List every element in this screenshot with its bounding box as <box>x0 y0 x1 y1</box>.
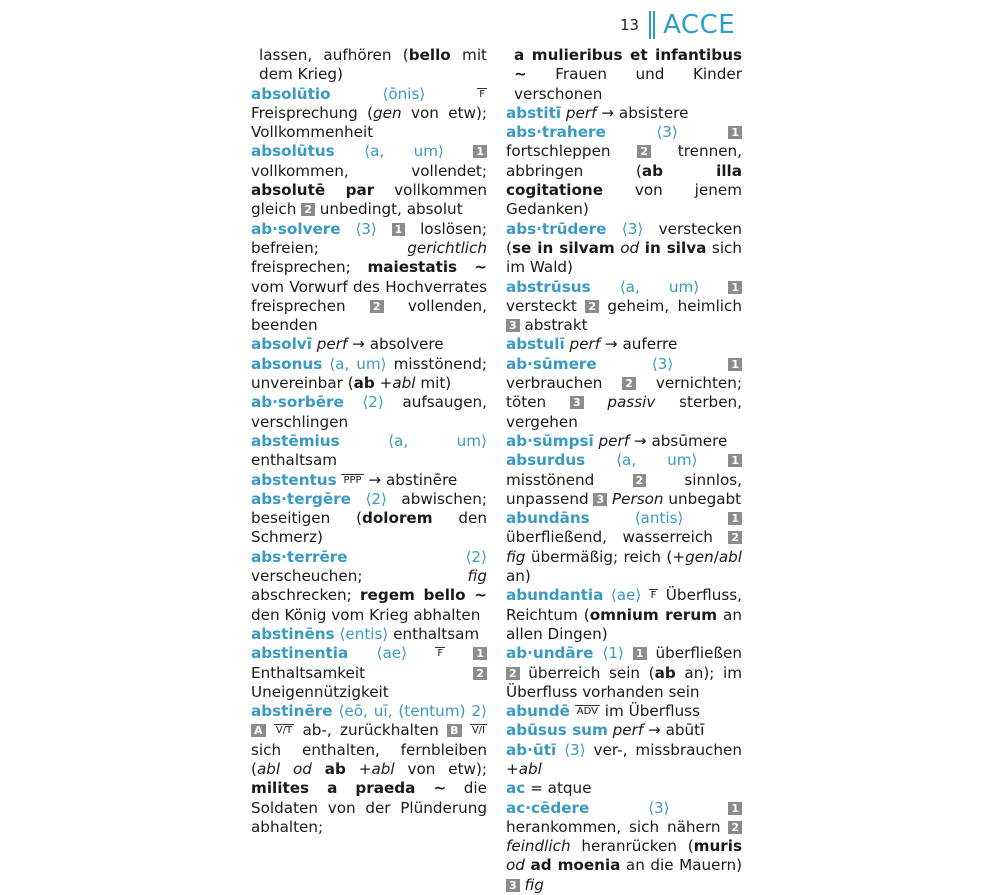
dictionary-entry: ab·solvere ⟨3⟩ 1 loslösen; befreien; gerichtlich freisprechen; maiestatis ~ vom Vorwurf des Hochverrates freisprechen 2 vollenden, beenden <box>251 219 488 335</box>
headword: abs·trahere <box>506 123 606 142</box>
headword: abstēmius <box>251 431 340 450</box>
sense-number: 1 <box>633 647 647 660</box>
dictionary-entry: ac = atque <box>506 779 592 798</box>
italic-text: perf <box>598 431 630 450</box>
italic-text: od <box>506 856 525 875</box>
bold-text: ad moenia <box>530 856 621 875</box>
headword: ac·cēdere <box>506 798 590 817</box>
dictionary-entry: ab·sūmere ⟨3⟩ 1 verbrauchen 2 vernichten; töten 3 passiv sterben, vergehen <box>506 354 743 431</box>
dictionary-entry: abūsus sum perf → abūtī <box>506 721 705 740</box>
page-number: 13 <box>620 16 640 34</box>
guide-word: ACCE <box>663 10 736 40</box>
italic-text: abl od <box>256 759 312 778</box>
dictionary-entry: abstulī perf → auferre <box>506 335 678 354</box>
sense-number: A <box>251 724 266 737</box>
headword: abs·trūdere <box>506 219 607 238</box>
grammar-info: ⟨ae⟩ <box>376 644 408 663</box>
headword: absolūtio <box>251 84 331 103</box>
grammar-info: ⟨3⟩ <box>564 740 586 759</box>
left-column <box>251 46 487 837</box>
sense-number: 2 <box>473 667 487 680</box>
bold-text: regem bello ~ <box>360 586 488 605</box>
headword: abstinēre <box>251 702 333 721</box>
headword: ab·ūtī <box>506 740 557 759</box>
bold-text: ab illa cogitatione <box>506 161 743 200</box>
headword: ab·sūmere <box>506 354 597 373</box>
headword: abundāns <box>506 509 590 528</box>
bold-text: ab <box>353 374 375 393</box>
italic-text: perf <box>316 335 348 354</box>
bold-text: dolorem <box>362 509 433 528</box>
headword: abstrūsus <box>506 277 591 296</box>
grammar-info: ⟨ōnis⟩ <box>382 84 426 103</box>
pos-tag: V/I <box>471 725 485 737</box>
dictionary-entry: abstēmius ⟨a, um⟩ enthaltsam <box>251 431 488 470</box>
dictionary-entry: abstrūsus ⟨a, um⟩ 1 versteckt 2 geheim, heimlich 3 abstrakt <box>506 277 742 335</box>
pos-tag: F <box>437 648 444 660</box>
sense-number: 2 <box>622 377 636 390</box>
dictionary-entry: abstinēns ⟨entis⟩ enthaltsam <box>251 624 480 643</box>
dictionary-entry: ab·undāre ⟨1⟩ 1 überfließen 2 überreich sein (ab an); im Überfluss vorhanden sein <box>506 644 743 701</box>
dictionary-entry: abundantia ⟨ae⟩ F Überfluss, Reichtum (omnium rerum an allen Dingen) <box>506 586 742 643</box>
bold-text: in silva <box>644 238 707 257</box>
bold-text: omnium rerum <box>589 605 718 624</box>
dictionary-entry: absurdus ⟨a, um⟩ 1 misstönend 2 sinnlos, unpassend 3 Person unbegabt <box>506 451 742 508</box>
dictionary-entry: abs·trūdere ⟨3⟩ verstecken (se in silvam od in silva sich im Wald) <box>506 219 743 277</box>
grammar-info: ⟨3⟩ <box>621 219 644 238</box>
sense-number: 2 <box>637 145 651 158</box>
grammar-info: ⟨2⟩ <box>465 547 487 566</box>
italic-text: gerichtlich <box>407 238 487 257</box>
grammar-info: ⟨entis⟩ <box>339 624 389 643</box>
sense-number: 1 <box>728 802 742 815</box>
dictionary-entry: ab·sorbēre ⟨2⟩ aufsaugen, verschlingen <box>251 393 487 431</box>
headword: abstulī <box>506 335 565 354</box>
sense-number: 3 <box>570 396 584 409</box>
sense-number: 1 <box>728 512 742 525</box>
headword: abundantia <box>506 586 604 605</box>
grammar-info: ⟨antis⟩ <box>634 509 684 528</box>
bold-text: ab <box>324 759 346 778</box>
italic-text: abl <box>392 374 416 393</box>
sense-number: 3 <box>593 493 607 506</box>
grammar-info: ⟨a, um⟩ <box>388 431 488 450</box>
sense-number: 2 <box>506 667 520 680</box>
grammar-info: ⟨3⟩ <box>355 219 377 238</box>
sense-number: 2 <box>728 531 742 544</box>
pos-tag: F <box>650 590 657 602</box>
bold-text: milites a praeda ~ <box>251 779 447 798</box>
dictionary-entry: ab·sūmpsī perf → absūmere <box>506 431 728 450</box>
grammar-info: ⟨a, um⟩ <box>364 142 444 161</box>
headword: ab·sorbēre <box>251 393 344 412</box>
italic-text: feindlich <box>506 837 571 856</box>
sense-number: 2 <box>301 203 315 216</box>
bold-text: bello <box>408 46 451 64</box>
dictionary-entry: ab·ūtī ⟨3⟩ ver-, missbrauchen +abl <box>506 740 743 778</box>
sense-number: 2 <box>585 300 599 313</box>
dictionary-entry: abstinentia ⟨ae⟩ F 1 Enthaltsamkeit 2 Uneigennützigkeit <box>251 644 487 702</box>
headword: absurdus <box>506 451 586 470</box>
pos-tag: V/T <box>275 725 293 737</box>
grammar-info: ⟨a, um⟩ <box>619 277 700 296</box>
pos-tag: F <box>479 88 485 100</box>
headword: abstinentia <box>251 644 349 663</box>
dictionary-entry: absolūtio ⟨ōnis⟩ F Freisprechung (gen von etw); Vollkommenheit <box>251 84 488 142</box>
italic-text: passiv <box>607 393 656 412</box>
dictionary-entry: abstitī perf → absistere <box>506 103 689 122</box>
pos-tag: PPP <box>343 474 362 486</box>
right-column <box>506 46 742 895</box>
dictionary-entry: abs·tergēre ⟨2⟩ abwischen; beseitigen (dolorem den Schmerz) <box>251 489 487 547</box>
headword: absolvī <box>251 335 312 354</box>
italic-text: abl <box>518 759 542 778</box>
italic-text: od <box>620 238 640 257</box>
page-header <box>620 8 735 42</box>
grammar-info: ⟨2⟩ <box>362 393 384 412</box>
grammar-info: ⟨a, um⟩ <box>616 451 698 470</box>
italic-text: perf <box>569 335 601 354</box>
dictionary-entry: abs·terrēre ⟨2⟩ verscheuchen; fig abschrecken; regem bello ~ den König vom Krieg abhalten <box>251 547 488 624</box>
grammar-info: ⟨eō, uī, (tentum) 2⟩ <box>338 702 487 721</box>
headword: abstitī <box>506 103 562 122</box>
bold-text: a mulieribus et infantibus ~ <box>514 46 742 84</box>
sense-number: 1 <box>473 145 487 158</box>
italic-text: abl <box>371 759 395 778</box>
headword: ab·solvere <box>251 219 341 238</box>
sense-number: 1 <box>473 647 487 660</box>
dictionary-entry: abstinēre ⟨eō, uī, (tentum) 2⟩ A V/T ab-, zurückhalten B V/I sich enthalten, fernbleiben (abl od ab +abl von etw); milites a praeda ~ die Soldaten von der Plünderung abhalten; <box>251 702 487 836</box>
dictionary-entry: ac·cēdere ⟨3⟩ 1 herankommen, sich nähern 2 feindlich heranrücken (muris od ad moenia an die Mauern) 3 fig <box>506 798 743 894</box>
italic-text: Person <box>611 489 664 508</box>
headword: abundē <box>506 702 570 721</box>
grammar-info: ⟨a, um⟩ <box>329 354 387 373</box>
sense-number: 3 <box>506 319 520 332</box>
dictionary-entry: lassen, aufhören (bello mit dem Krieg) <box>259 46 487 84</box>
headword: absonus <box>251 354 323 373</box>
sense-number: 1 <box>392 223 406 236</box>
pos-tag: ADV <box>576 706 598 718</box>
sense-number: 2 <box>728 821 742 834</box>
sense-number: B <box>447 724 461 737</box>
bold-text: maiestatis ~ <box>367 258 487 277</box>
grammar-info: ⟨3⟩ <box>651 354 674 373</box>
headword: ab·sūmpsī <box>506 431 594 450</box>
headword: abs·terrēre <box>251 547 348 566</box>
headword: abstentus <box>251 470 337 489</box>
grammar-info: ⟨2⟩ <box>365 489 387 508</box>
dictionary-entry: abs·trahere ⟨3⟩ 1 fortschleppen 2 trennen, abbringen (ab illa cogitatione von jenem Gedanken) <box>506 123 743 219</box>
dictionary-entry: absolūtus ⟨a, um⟩ 1 vollkommen, vollendet; absolutē par vollkommen gleich 2 unbedingt, absolut <box>251 142 487 219</box>
sense-number: 2 <box>633 474 647 487</box>
italic-text: fig <box>467 567 487 586</box>
dictionary-entry: abundāns ⟨antis⟩ 1 überfließend, wasserreich 2 fig übermäßig; reich (+gen/abl an) <box>506 509 742 586</box>
dictionary-entry: absonus ⟨a, um⟩ misstönend; unvereinbar (ab +abl mit) <box>251 354 488 393</box>
headword: absolūtus <box>251 142 335 161</box>
sense-number: 2 <box>370 300 384 313</box>
grammar-info: ⟨1⟩ <box>602 644 624 663</box>
dictionary-entry: absolvī perf → absolvere <box>251 335 444 354</box>
headword: ab·undāre <box>506 644 594 663</box>
grammar-info: ⟨ae⟩ <box>610 586 642 605</box>
sense-number: 1 <box>728 358 742 371</box>
bold-text: absolutē par <box>251 181 375 200</box>
dictionary-entry: abstentus PPP → abstinēre <box>251 470 458 489</box>
italic-text: abl <box>718 547 742 566</box>
headword: ac <box>506 779 526 798</box>
bold-text: muris <box>693 837 742 856</box>
dictionary-entry: a mulieribus et infantibus ~ Frauen und Kinder verschonen <box>514 46 742 103</box>
grammar-info: ⟨3⟩ <box>648 798 670 817</box>
headword: abstinēns <box>251 624 335 643</box>
sense-number: 1 <box>728 454 742 467</box>
sense-number: 3 <box>506 879 520 892</box>
grammar-info: ⟨3⟩ <box>656 123 678 142</box>
italic-text: fig <box>524 875 544 894</box>
bold-text: se in silvam <box>511 238 615 257</box>
sense-number: 1 <box>728 126 742 139</box>
italic-text: gen <box>373 103 402 122</box>
italic-text: perf <box>565 103 597 122</box>
header-divider <box>649 11 655 39</box>
sense-number: 1 <box>728 281 742 294</box>
headword: abūsus sum <box>506 721 608 740</box>
italic-text: fig <box>506 547 526 566</box>
dictionary-entry: abundē ADV im Überfluss <box>506 702 701 721</box>
italic-text: gen <box>685 547 714 566</box>
bold-text: ab <box>654 663 676 682</box>
headword: abs·tergēre <box>251 489 351 508</box>
italic-text: perf <box>612 721 644 740</box>
